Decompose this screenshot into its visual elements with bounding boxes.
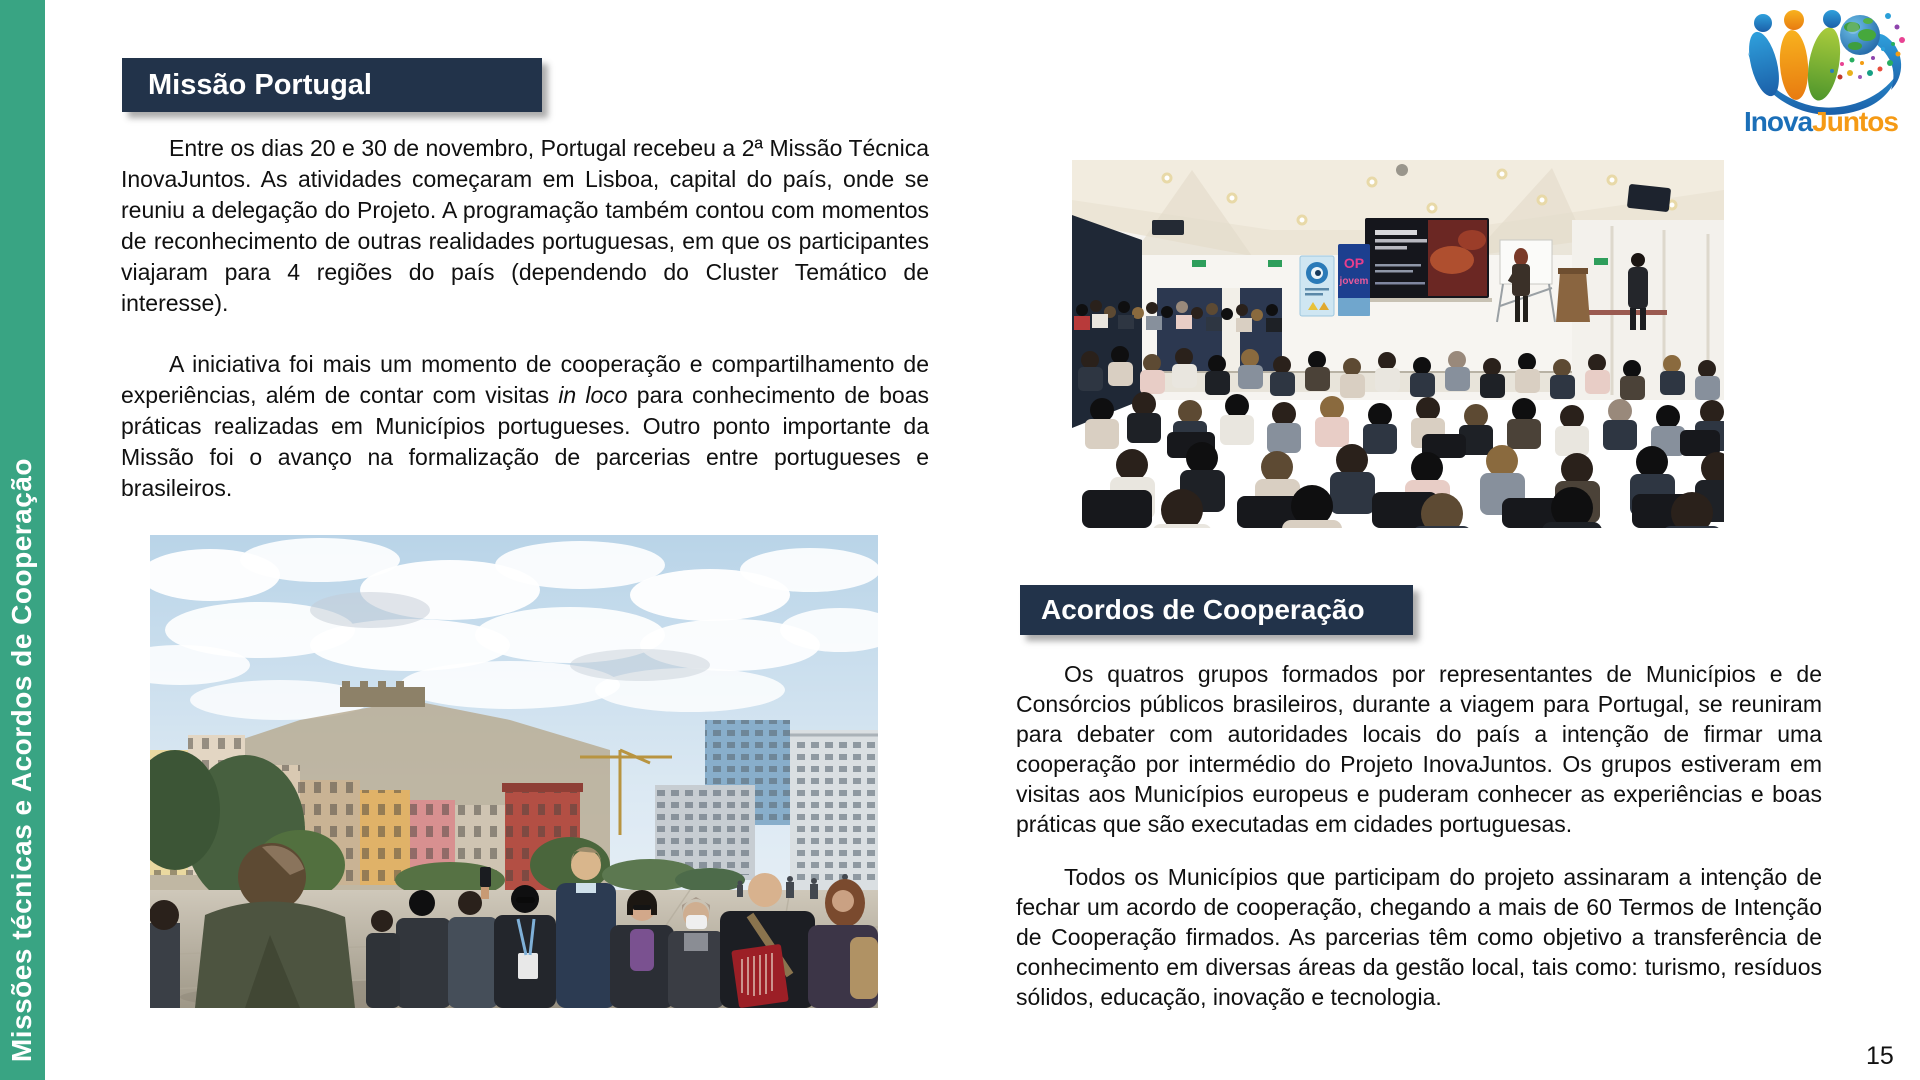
paragraph-missao-1: Entre os dias 20 e 30 de novembro, Portugal recebeu a 2ª Missão Técnica InovaJuntos. As atividades começaram em Lisboa, capital do país, onde se reuniu a delegação do Projeto. A programação também contou com momentos de reconhecimento de outras realidades portuguesas, em que os participantes viajaram para 4 regiões do país (dependendo do Cluster Temático de interesse).: [121, 135, 929, 316]
projection-screen: [1362, 218, 1492, 302]
logo-figures: [1743, 10, 1845, 103]
photo-lisbon-art: [150, 535, 878, 1008]
sidebar-vertical-title: Missões técnicas e Acordos de Cooperação: [6, 457, 37, 1062]
banner-op-text: OP: [1343, 255, 1365, 271]
photo-auditorium: [1072, 160, 1724, 528]
paragraph-acordos-2: Todos os Municípios que participam do projeto assinaram a intenção de fechar um acordo de cooperação, chegando a mais de 60 Termos de Intenção de Cooperação firmados. As parcerias têm como objetivo a transferência de conhecimento em diversas áreas da gestão local, tais como: turismo, resíduos sólidos, educação, inovação e tecnologia.: [1016, 864, 1822, 1010]
page-number: 15: [1866, 1042, 1894, 1070]
logo-text-juntos: Juntos: [1812, 106, 1898, 137]
paragraph-acordos-1: Os quatros grupos formados por representantes de Municípios e de Consórcios públicos brasileiros, durante a viagem para Portugal, se reuniram para debater com autoridades locais do país a intenção de firmar uma cooperação por intermédio do Projeto InovaJuntos. Os grupos estiveram em visitas aos Municípios europeus e puderam conhecer as experiências e boas práticas que são executadas em cidades portuguesas.: [1016, 661, 1822, 837]
paragraph-missao-2: [121, 349, 929, 504]
photo-lisbon-group: [150, 535, 878, 1008]
section-title-acordos-cooperacao: [1020, 585, 1413, 635]
logo-text-inova: Inova: [1744, 106, 1813, 137]
logo-globe: [1840, 15, 1880, 55]
inovajuntos-logo: [1742, 2, 1912, 142]
photo-auditorium-art: [1072, 160, 1724, 528]
banner-jovem-text: jovem: [1339, 276, 1369, 287]
sidebar-band: [0, 0, 45, 1080]
logo-wordmark: [1744, 106, 1898, 137]
paragraph-italic-text: in loco: [558, 382, 628, 408]
lectern: [1556, 268, 1590, 322]
section-title-missao-portugal: [122, 58, 542, 112]
paragraph-text: A iniciativa foi mais um momento de cooperação e compartilhamento de experiências, além de contar com visitas: [121, 351, 929, 408]
inovajuntos-logo-art: [1742, 2, 1912, 142]
clouds: [150, 538, 878, 720]
section-title-text: Acordos de Cooperação: [1041, 594, 1365, 625]
section-title-text: Missão Portugal: [148, 69, 372, 101]
paragraph-text: para conhecimento de boas práticas realizadas em Municípios portugueses. Outro ponto importante da Missão foi o avanço na formalização de parcerias entre portugueses e brasileiros.: [121, 382, 929, 501]
